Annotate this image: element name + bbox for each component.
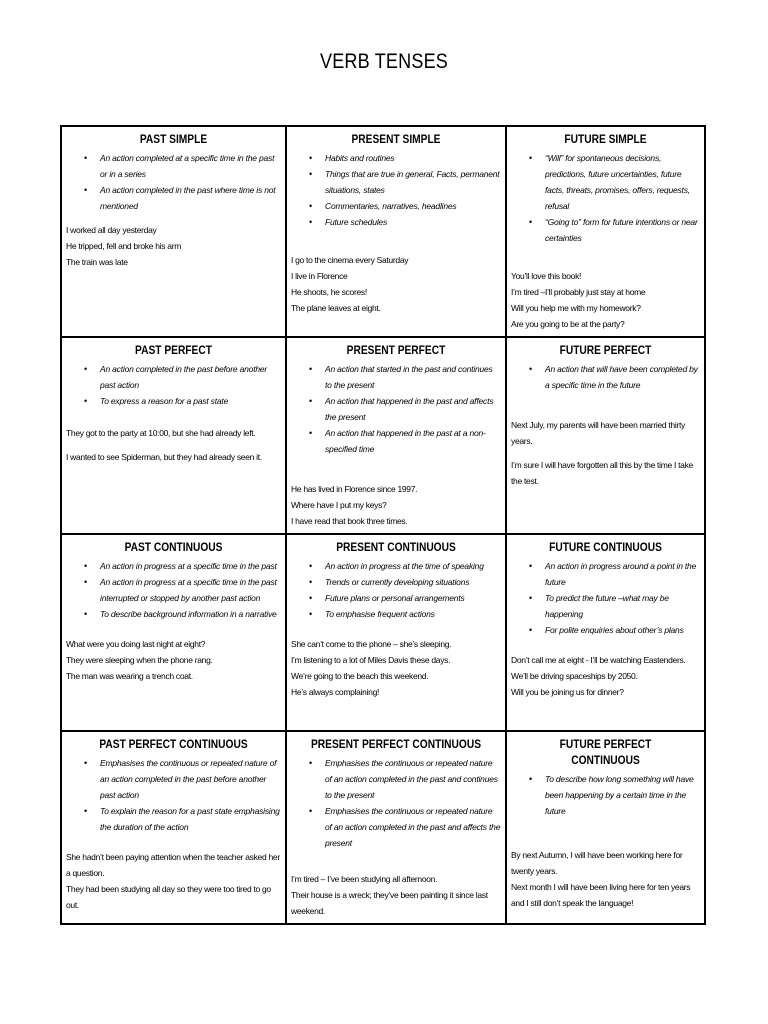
bullet-icon: • [529, 774, 532, 784]
usage-item [84, 150, 281, 182]
usage-item [309, 214, 501, 230]
example-list [291, 252, 501, 316]
verb-tenses-table [60, 125, 706, 925]
tense-cell [61, 534, 286, 731]
bullet-icon: • [84, 758, 87, 768]
tense-heading: FUTURE PERFECT CONTINUOUS [559, 737, 652, 767]
example-sentence: He shoots, he scores! [291, 287, 367, 297]
example-list [66, 636, 281, 684]
usage-text: Emphasises the continuous or repeated nature of an action completed in the past and affects the present [325, 806, 501, 848]
usage-text: “Will” for spontaneous decisions, predictions, future uncertainties, future facts, threats, promises, offers, requests, refusal [545, 153, 690, 211]
example-list [66, 222, 281, 270]
bullet-icon: • [529, 364, 532, 374]
example-sentence: They had been studying all day so they were too tired to go out. [66, 884, 271, 910]
example-sentence: I wanted to see Spiderman, but they had already seen it. [66, 452, 262, 462]
usage-text: An action in progress at a specific time in the past [100, 561, 277, 571]
tense-heading: PRESENT CONTINUOUS [336, 540, 456, 554]
usage-text: Trends or currently developing situations [325, 577, 470, 587]
example-sentence: Next July, my parents will have been married thirty years. [511, 420, 685, 446]
example-sentence: I’m sure I will have forgotten all this by the time I take the test. [511, 460, 693, 486]
tense-cell [286, 534, 506, 731]
usage-list [291, 361, 501, 457]
tense-row [61, 337, 705, 534]
usage-item [309, 150, 501, 166]
example-sentence [66, 441, 281, 449]
example-sentence: You’ll love this book! [511, 271, 582, 281]
bullet-icon: • [309, 561, 312, 571]
example-sentence: The plane leaves at eight. [291, 303, 381, 313]
example-sentence: I have read that book three times. [291, 516, 408, 526]
example-list [66, 849, 281, 913]
usage-text: “Going to” form for future intentions or near certainties [545, 217, 698, 243]
bullet-icon: • [84, 185, 87, 195]
tense-heading: PAST PERFECT CONTINUOUS [99, 737, 248, 751]
usage-list [511, 361, 700, 393]
tense-heading: PRESENT PERFECT CONTINUOUS [310, 737, 481, 751]
example-sentence: Their house is a wreck; they’ve been painting it since last weekend. [291, 890, 488, 916]
bullet-icon: • [84, 396, 87, 406]
example-sentence: I’m tired –I’ll probably just stay at home [511, 287, 646, 297]
usage-item [309, 606, 501, 622]
tense-cell [61, 126, 286, 337]
example-sentence: I go to the cinema every Saturday [291, 255, 409, 265]
example-sentence: Don’t call me at eight - I’ll be watching Eastenders. [511, 655, 686, 665]
bullet-icon: • [309, 153, 312, 163]
usage-list [511, 771, 700, 819]
example-sentence [511, 449, 700, 457]
tense-heading: PAST PERFECT [135, 343, 212, 357]
tense-heading: FUTURE PERFECT [559, 343, 652, 357]
bullet-icon: • [309, 609, 312, 619]
usage-item [84, 803, 281, 835]
tense-cell [61, 337, 286, 534]
tense-heading: PRESENT SIMPLE [351, 132, 441, 146]
tense-cell [286, 731, 506, 924]
usage-list [291, 150, 501, 230]
usage-text: An action in progress at the time of speaking [325, 561, 484, 571]
usage-item [84, 606, 281, 622]
tense-row [61, 126, 705, 337]
example-list [511, 417, 700, 489]
usage-text: An action that happened in the past at a non-specified time [325, 428, 486, 454]
usage-text: Future schedules [325, 217, 388, 227]
usage-text: To predict the future –what may be happening [545, 593, 669, 619]
usage-text: Things that are true in general, Facts, permanent situations, states [325, 169, 500, 195]
bullet-icon: • [84, 153, 87, 163]
usage-item [309, 574, 501, 590]
usage-item [84, 393, 281, 409]
usage-text: To describe how long something will have been happening by a certain time in the future [545, 774, 694, 816]
usage-text: To describe background information in a narrative [100, 609, 277, 619]
bullet-icon: • [529, 593, 532, 603]
usage-text: An action in progress around a point in the future [545, 561, 697, 587]
bullet-icon: • [309, 577, 312, 587]
usage-text: For polite enquiries about other’s plans [545, 625, 684, 635]
tense-cell [286, 337, 506, 534]
usage-text: Emphasises the continuous or repeated nature of an action completed in the past before another past action [100, 758, 277, 800]
example-list [291, 481, 501, 529]
example-sentence: I’m tired – I’ve been studying all afternoon. [291, 874, 438, 884]
example-sentence: He tripped, fell and broke his arm [66, 241, 182, 251]
usage-list [291, 755, 501, 851]
tense-cell [286, 126, 506, 337]
usage-item [309, 393, 501, 425]
usage-item [309, 558, 501, 574]
example-sentence: Next month I will have been living here for ten years and I still don’t speak the language! [511, 882, 691, 908]
usage-item [84, 182, 281, 214]
example-sentence: By next Autumn, I will have been working here for twenty years. [511, 850, 683, 876]
usage-list [66, 558, 281, 622]
tense-cell [61, 731, 286, 924]
bullet-icon: • [84, 806, 87, 816]
example-sentence: The man was wearing a trench coat. [66, 671, 193, 681]
usage-item [84, 361, 281, 393]
example-sentence: She hadn’t been paying attention when the teacher asked her a question. [66, 852, 280, 878]
example-sentence: I’m listening to a lot of Miles Davis these days. [291, 655, 451, 665]
bullet-icon: • [309, 758, 312, 768]
bullet-icon: • [309, 217, 312, 227]
usage-list [66, 361, 281, 409]
bullet-icon: • [84, 577, 87, 587]
usage-text: Habits and routines [325, 153, 395, 163]
bullet-icon: • [84, 561, 87, 571]
usage-list [291, 558, 501, 622]
example-list [511, 268, 700, 332]
tense-row [61, 534, 705, 731]
usage-item [529, 150, 700, 214]
tense-heading: PAST SIMPLE [139, 132, 208, 146]
example-sentence: Will you be joining us for dinner? [511, 687, 624, 697]
usage-item [529, 214, 700, 246]
tense-cell [506, 534, 705, 731]
example-sentence: Where have I put my keys? [291, 500, 387, 510]
page-title: VERB TENSES [319, 50, 449, 73]
usage-text: An action completed in the past where time is not mentioned [100, 185, 276, 211]
example-list [291, 871, 501, 919]
example-sentence: We’re going to the beach this weekend. [291, 671, 429, 681]
example-list [511, 652, 700, 700]
bullet-icon: • [529, 217, 532, 227]
usage-text: An action completed at a specific time in the past or in a series [100, 153, 275, 179]
usage-text: Emphasises the continuous or repeated nature of an action completed in the past and continues to the present [325, 758, 498, 800]
usage-list [66, 755, 281, 835]
bullet-icon: • [309, 364, 312, 374]
example-sentence: I worked all day yesterday [66, 225, 157, 235]
example-list [511, 847, 700, 911]
bullet-icon: • [84, 609, 87, 619]
bullet-icon: • [309, 201, 312, 211]
example-sentence: I live in Florence [291, 271, 348, 281]
usage-item [529, 361, 700, 393]
example-sentence: Will you help me with my homework? [511, 303, 641, 313]
usage-text: An action that happened in the past and affects the present [325, 396, 494, 422]
usage-item [309, 755, 501, 803]
usage-item [309, 361, 501, 393]
example-sentence: Are you going to be at the party? [511, 319, 625, 329]
usage-text: An action in progress at a specific time in the past interrupted or stopped by another past action [100, 577, 277, 603]
usage-item [529, 622, 700, 638]
usage-list [511, 150, 700, 246]
example-sentence: He has lived in Florence since 1997. [291, 484, 418, 494]
tense-cell [506, 337, 705, 534]
bullet-icon: • [309, 593, 312, 603]
example-sentence: They were sleeping when the phone rang. [66, 655, 213, 665]
usage-item [529, 558, 700, 590]
tense-cell [506, 126, 705, 337]
tense-cell [506, 731, 705, 924]
bullet-icon: • [309, 428, 312, 438]
bullet-icon: • [84, 364, 87, 374]
usage-list [66, 150, 281, 214]
usage-text: An action that started in the past and continues to the present [325, 364, 493, 390]
example-sentence: She can’t come to the phone – she’s sleeping. [291, 639, 452, 649]
usage-item [84, 755, 281, 803]
usage-text: To express a reason for a past state [100, 396, 229, 406]
usage-item [309, 425, 501, 457]
usage-text: To explain the reason for a past state emphasising the duration of the action [100, 806, 280, 832]
tense-heading: PRESENT PERFECT [346, 343, 446, 357]
tense-row [61, 731, 705, 924]
usage-text: An action completed in the past before another past action [100, 364, 268, 390]
tense-heading: PAST CONTINUOUS [124, 540, 223, 554]
usage-text: Commentaries, narratives, headlines [325, 201, 457, 211]
example-sentence: We’ll be driving spaceships by 2050. [511, 671, 638, 681]
bullet-icon: • [529, 153, 532, 163]
usage-item [529, 771, 700, 819]
example-list [291, 636, 501, 700]
usage-item [309, 803, 501, 851]
usage-item [84, 574, 281, 606]
example-sentence: He’s always complaining! [291, 687, 380, 697]
usage-item [84, 558, 281, 574]
usage-text: Future plans or personal arrangements [325, 593, 465, 603]
tense-heading: FUTURE CONTINUOUS [549, 540, 662, 554]
bullet-icon: • [529, 625, 532, 635]
example-sentence: What were you doing last night at eight? [66, 639, 206, 649]
bullet-icon: • [309, 806, 312, 816]
example-sentence: The train was late [66, 257, 128, 267]
usage-list [511, 558, 700, 638]
bullet-icon: • [309, 169, 312, 179]
usage-text: To emphasise frequent actions [325, 609, 435, 619]
example-sentence: They got to the party at 10:00, but she had already left. [66, 428, 256, 438]
bullet-icon: • [529, 561, 532, 571]
usage-item [309, 590, 501, 606]
tense-heading: FUTURE SIMPLE [564, 132, 647, 146]
bullet-icon: • [309, 396, 312, 406]
example-list [66, 425, 281, 465]
usage-text: An action that will have been completed by a specific time in the future [545, 364, 698, 390]
usage-item [309, 198, 501, 214]
usage-item [309, 166, 501, 198]
usage-item [529, 590, 700, 622]
